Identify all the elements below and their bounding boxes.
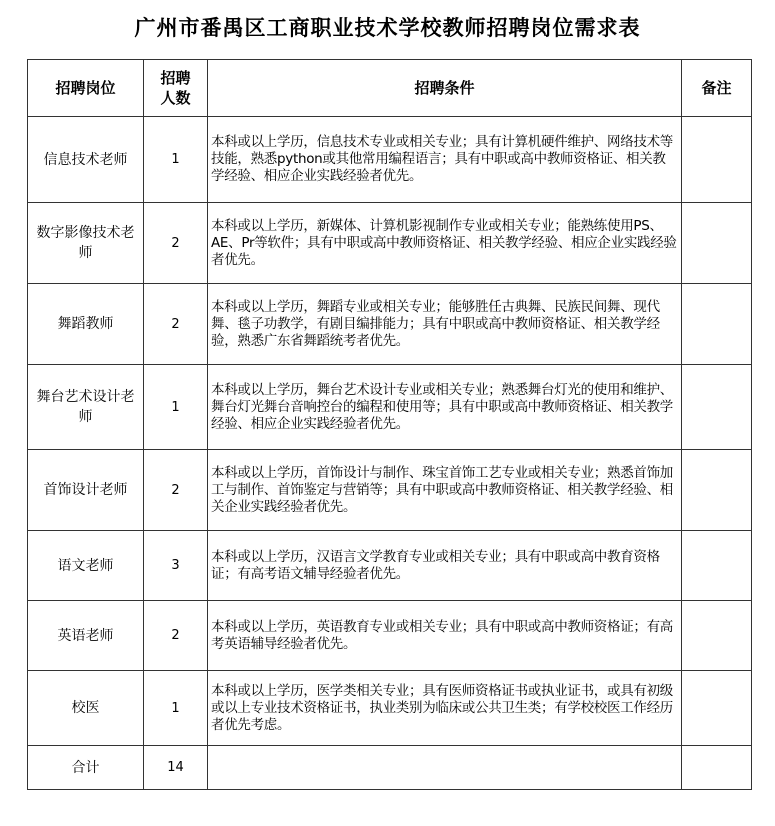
row-count: 2	[144, 601, 208, 671]
table-row	[28, 450, 752, 531]
row-position: 英语老师	[28, 601, 144, 671]
row-position: 舞蹈教师	[28, 284, 144, 365]
row-remarks	[682, 671, 752, 746]
table-row	[28, 117, 752, 203]
row-count: 3	[144, 531, 208, 601]
header-remarks: 备注	[682, 60, 752, 117]
total-remarks	[682, 746, 752, 790]
row-count: 2	[144, 203, 208, 284]
row-position: 语文老师	[28, 531, 144, 601]
row-count: 2	[144, 450, 208, 531]
row-count: 1	[144, 365, 208, 450]
table-row	[28, 284, 752, 365]
row-conditions: 本科或以上学历，舞台艺术设计专业或相关专业；熟悉舞台灯光的使用和维护、舞台灯光舞台音响控台的编程和使用等；具有中职或高中教师资格证、相关教学经验、相应企业实践经验者优先。	[208, 365, 682, 450]
row-remarks	[682, 601, 752, 671]
total-count: 14	[144, 746, 208, 790]
row-remarks	[682, 284, 752, 365]
row-conditions: 本科或以上学历，医学类相关专业；具有医师资格证书或执业证书，或具有初级或以上专业技术资格证书，执业类别为临床或公共卫生类；有学校校医工作经历者优先考虑。	[208, 671, 682, 746]
row-position: 数字影像技术老师	[28, 203, 144, 284]
row-count: 1	[144, 117, 208, 203]
row-remarks	[682, 203, 752, 284]
row-conditions: 本科或以上学历，新媒体、计算机影视制作专业或相关专业；能熟练使用PS、AE、Pr等软件；具有中职或高中教师资格证、相关教学经验、相应企业实践经验者优先。	[208, 203, 682, 284]
table-row	[28, 671, 752, 746]
row-conditions: 本科或以上学历，信息技术专业或相关专业；具有计算机硬件维护、网络技术等技能，熟悉python或其他常用编程语言；具有中职或高中教师资格证、相关教学经验、相应企业实践经验者优先。	[208, 117, 682, 203]
table-row	[28, 203, 752, 284]
row-conditions: 本科或以上学历，英语教育专业或相关专业；具有中职或高中教师资格证；有高考英语辅导经验者优先。	[208, 601, 682, 671]
header-count	[144, 60, 208, 117]
row-remarks	[682, 117, 752, 203]
row-count: 1	[144, 671, 208, 746]
row-position: 信息技术老师	[28, 117, 144, 203]
row-position: 首饰设计老师	[28, 450, 144, 531]
recruitment-table	[27, 59, 752, 790]
row-conditions: 本科或以上学历，舞蹈专业或相关专业；能够胜任古典舞、民族民间舞、现代舞、毯子功教学，有剧目编排能力；具有中职或高中教师资格证、相关教学经验，熟悉广东省舞蹈统考者优先。	[208, 284, 682, 365]
row-remarks	[682, 450, 752, 531]
row-count: 2	[144, 284, 208, 365]
row-position: 校医	[28, 671, 144, 746]
table-row	[28, 531, 752, 601]
table-row	[28, 601, 752, 671]
table-row-total	[28, 746, 752, 790]
row-position: 舞台艺术设计老师	[28, 365, 144, 450]
header-position: 招聘岗位	[28, 60, 144, 117]
table-row	[28, 365, 752, 450]
header-conditions: 招聘条件	[208, 60, 682, 117]
row-conditions: 本科或以上学历，汉语言文学教育专业或相关专业；具有中职或高中教育资格证；有高考语文辅导经验者优先。	[208, 531, 682, 601]
header-count-text: 招聘人数	[160, 69, 191, 107]
page-title: 广州市番禺区工商职业技术学校教师招聘岗位需求表	[134, 15, 641, 40]
row-remarks	[682, 365, 752, 450]
table-header-row	[28, 60, 752, 117]
row-remarks	[682, 531, 752, 601]
total-conditions	[208, 746, 682, 790]
row-conditions: 本科或以上学历，首饰设计与制作、珠宝首饰工艺专业或相关专业；熟悉首饰加工与制作、首饰鉴定与营销等；具有中职或高中教师资格证、相关教学经验、相关企业实践经验者优先。	[208, 450, 682, 531]
total-label: 合计	[28, 746, 144, 790]
